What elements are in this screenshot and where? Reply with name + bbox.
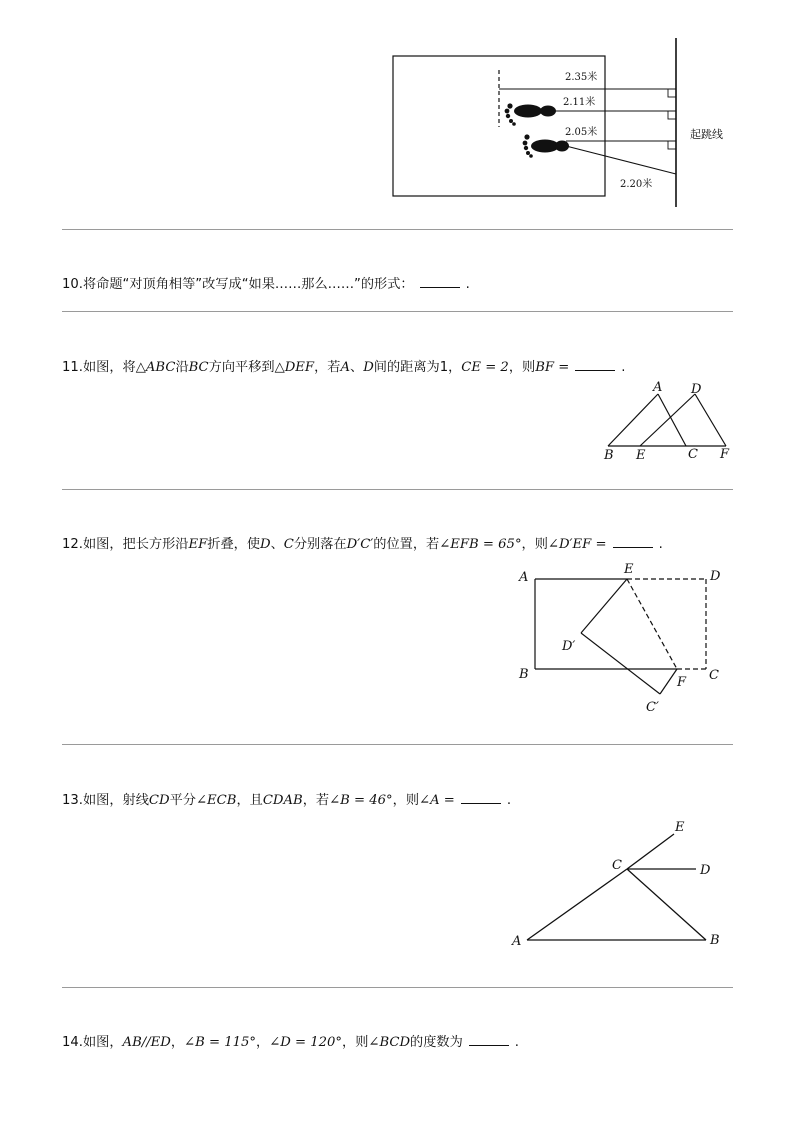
question-14: 14.如图，AB//ED，∠B = 115°，∠D = 120°，则∠BCD的度数为 . [62,1035,519,1050]
distance-label-2: 2.11米 [563,97,596,108]
distance-label-3: 2.05米 [565,127,598,138]
q10-text: 10.将命题“对顶角相等”改写成“如果……那么……”的形式： [62,277,414,292]
takeoff-line-label: 起跳线 [690,128,723,141]
divider-4 [62,744,733,745]
divider-2 [62,311,733,312]
svg-text:E: E [675,820,685,835]
q11-figure [595,378,740,463]
svg-text:C: C [709,668,719,683]
svg-text:D: D [691,382,702,397]
divider-1 [62,229,733,230]
question-11: 11.如图，将△ABC沿BC方向平移到△DEF，若A、D间的距离为1，CE = 2，则BF = . [62,360,626,375]
q10-answer-blank[interactable] [420,277,460,288]
svg-text:B: B [710,933,720,948]
distance-label-4: 2.20米 [620,179,653,190]
q14-answer-blank[interactable] [469,1035,509,1046]
svg-text:D: D [710,569,721,584]
divider-3 [62,489,733,490]
svg-text:C: C [688,447,698,462]
q13-figure [505,812,735,952]
svg-text:B: B [519,667,529,682]
footprint-bottom [523,134,569,157]
svg-text:E: E [624,562,634,577]
svg-text:D′: D′ [562,639,576,654]
svg-text:D: D [700,863,711,878]
svg-text:E: E [636,448,646,463]
svg-text:A: A [519,570,529,585]
svg-text:B: B [604,448,614,463]
svg-text:F: F [677,675,687,690]
q12-figure [510,560,740,720]
q12-answer-blank[interactable] [613,537,653,548]
question-13: 13.如图，射线CD平分∠ECB，且CDAB，若∠B = 46°，则∠A = . [62,793,512,808]
svg-text:A: A [512,934,522,949]
distance-label-1: 2.35米 [565,72,598,83]
question-10: 10.将命题“对顶角相等”改写成“如果……那么……”的形式： . [62,277,470,292]
divider-5 [62,987,733,988]
svg-text:C′: C′ [646,700,659,715]
svg-text:C: C [612,858,622,873]
q11-answer-blank[interactable] [575,360,615,371]
long-jump-figure [380,30,740,215]
q13-answer-blank[interactable] [461,793,501,804]
footprint-top [505,103,556,125]
svg-text:A: A [653,380,663,395]
svg-text:F: F [720,447,730,462]
question-12: 12.如图，把长方形沿EF折叠，使D、C分别落在D′C′的位置，若∠EFB = 65°，则∠D′EF = . [62,537,663,552]
